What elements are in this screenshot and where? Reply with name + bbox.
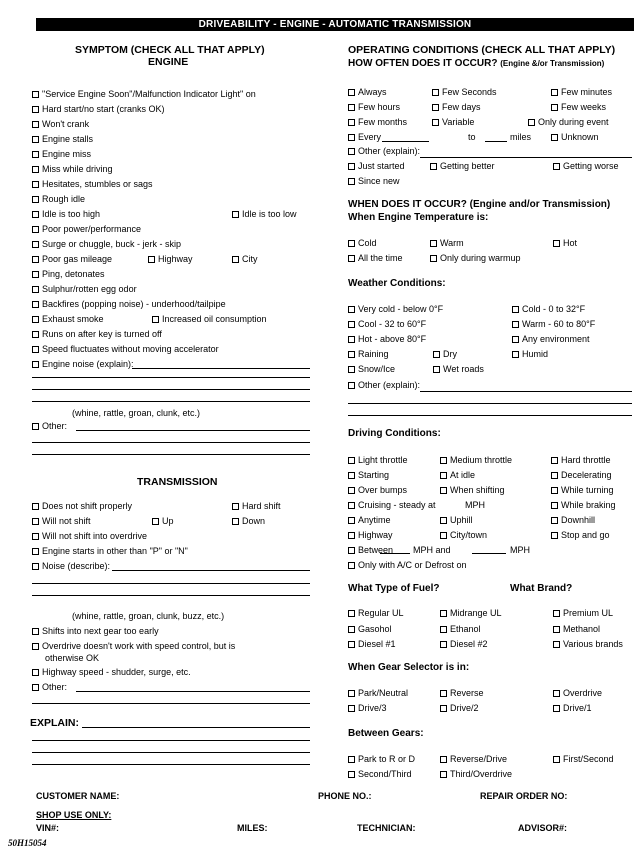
transmission-symptom-item[interactable]: Hard shift: [232, 501, 281, 512]
checkbox-square[interactable]: [440, 641, 447, 648]
engine-symptom-item[interactable]: City: [232, 254, 258, 265]
technician-label: TECHNICIAN:: [357, 823, 416, 833]
checkbox-square[interactable]: [348, 626, 355, 633]
fuel-condition-item[interactable]: Methanol: [553, 624, 600, 635]
checkbox-square[interactable]: [512, 306, 519, 313]
checkbox-square[interactable]: [32, 503, 39, 510]
weather-condition-item[interactable]: Raining: [348, 349, 389, 360]
checkbox-square[interactable]: [348, 472, 355, 479]
driving-condition-item[interactable]: Starting: [348, 470, 389, 481]
checkbox-square[interactable]: [32, 91, 39, 98]
checkbox-square[interactable]: [32, 643, 39, 650]
engine-heading: ENGINE: [148, 56, 189, 68]
gear-condition-item[interactable]: Drive/2: [440, 703, 479, 714]
transmission-heading: TRANSMISSION: [137, 476, 218, 488]
checkbox-square[interactable]: [348, 321, 355, 328]
often-condition-item[interactable]: Always: [348, 87, 387, 98]
often-condition-item[interactable]: Every: [348, 132, 381, 143]
weather-condition-item[interactable]: Very cold - below 0°F: [348, 304, 443, 315]
checkbox-square[interactable]: [348, 366, 355, 373]
checkbox-square[interactable]: [440, 771, 447, 778]
often-condition-item[interactable]: Unknown: [551, 132, 599, 143]
checkbox-square[interactable]: [528, 119, 535, 126]
often-condition-item: miles: [510, 132, 532, 142]
checkbox-square[interactable]: [32, 226, 39, 233]
checkbox-square[interactable]: [32, 121, 39, 128]
driving-condition-item[interactable]: Light throttle: [348, 455, 408, 466]
driving-condition-item[interactable]: Stop and go: [551, 530, 610, 541]
when-occur-heading: WHEN DOES IT OCCUR? (Engine and/or Transmission): [348, 199, 611, 210]
checkbox-square[interactable]: [440, 690, 447, 697]
driving-condition-item[interactable]: While braking: [551, 500, 616, 511]
checkbox-square[interactable]: [32, 669, 39, 676]
checkbox-square[interactable]: [348, 89, 355, 96]
checkbox-square[interactable]: [551, 487, 558, 494]
advisor-label: ADVISOR#:: [518, 823, 568, 833]
checkbox-square[interactable]: [553, 690, 560, 697]
often-condition-item[interactable]: Few minutes: [551, 87, 612, 98]
checkbox-square[interactable]: [430, 255, 437, 262]
driving-condition-item: MPH: [465, 500, 485, 510]
driving-condition-item[interactable]: Decelerating: [551, 470, 612, 481]
checkbox-square[interactable]: [440, 610, 447, 617]
phone-label: PHONE NO.:: [318, 791, 372, 801]
checkbox-square[interactable]: [32, 106, 39, 113]
weather-condition-item[interactable]: Any environment: [512, 334, 590, 345]
checkbox-square[interactable]: [551, 134, 558, 141]
engine-symptom-item[interactable]: Idle is too high: [32, 209, 100, 220]
operating-conditions-heading: OPERATING CONDITIONS (CHECK ALL THAT APPLY): [348, 44, 616, 56]
fuel-condition-item[interactable]: Premium UL: [553, 608, 613, 619]
fuel-condition-item[interactable]: Diesel #1: [348, 639, 396, 650]
driving-condition-item: MPH: [510, 545, 530, 555]
checkbox-square[interactable]: [32, 684, 39, 691]
transmission-symptom-item[interactable]: Other:: [32, 682, 67, 693]
often-condition-item[interactable]: Only during event: [528, 117, 609, 128]
checkbox-square[interactable]: [440, 756, 447, 763]
driving-condition-item[interactable]: Anytime: [348, 515, 391, 526]
weather-condition-item[interactable]: Snow/Ice: [348, 364, 395, 375]
often-condition-item[interactable]: Other (explain):: [348, 146, 420, 157]
checkbox-square[interactable]: [440, 532, 447, 539]
checkbox-square[interactable]: [348, 705, 355, 712]
between-condition-item[interactable]: Second/Third: [348, 769, 412, 780]
checkbox-square[interactable]: [553, 756, 560, 763]
weather-condition-item[interactable]: Hot - above 80°F: [348, 334, 426, 345]
engine-symptom-item[interactable]: Rough idle: [32, 194, 85, 205]
temp-condition-item[interactable]: All the time: [348, 253, 403, 264]
engine-symptom-item[interactable]: Surge or chuggle, buck - jerk - skip: [32, 239, 181, 250]
often-condition-item[interactable]: Getting worse: [553, 161, 619, 172]
driving-condition-item[interactable]: While turning: [551, 485, 614, 496]
driving-condition-item[interactable]: Downhill: [551, 515, 595, 526]
driving-condition-item[interactable]: Highway: [348, 530, 393, 541]
often-condition-item: to: [468, 132, 476, 142]
weather-condition-item[interactable]: Cold - 0 to 32°F: [512, 304, 585, 315]
between-condition-item[interactable]: Park to R or D: [348, 754, 415, 765]
checkbox-square[interactable]: [32, 331, 39, 338]
checkbox-square[interactable]: [440, 457, 447, 464]
checkbox-square[interactable]: [32, 301, 39, 308]
transmission-symptom-item[interactable]: Highway speed - shudder, surge, etc.: [32, 667, 191, 678]
checkbox-square[interactable]: [348, 487, 355, 494]
engine-symptom-item[interactable]: Engine noise (explain):: [32, 359, 134, 370]
weather-condition-item[interactable]: Warm - 60 to 80°F: [512, 319, 595, 330]
checkbox-square[interactable]: [232, 256, 239, 263]
often-condition-item[interactable]: Few hours: [348, 102, 400, 113]
engine-symptom-item[interactable]: Sulphur/rotten egg odor: [32, 284, 137, 295]
customer-name-label: CUSTOMER NAME:: [36, 791, 120, 801]
checkbox-square[interactable]: [512, 336, 519, 343]
engine-symptom-item[interactable]: Engine stalls: [32, 134, 93, 145]
driving-condition-item[interactable]: City/town: [440, 530, 487, 541]
engine-symptom-item[interactable]: "Service Engine Soon"/Malfunction Indicator Light" on: [32, 89, 256, 100]
engine-noise-hint: (whine, rattle, groan, clunk, etc.): [72, 408, 201, 418]
fuel-condition-item[interactable]: Gasohol: [348, 624, 392, 635]
checkbox-square[interactable]: [553, 626, 560, 633]
shop-use-label: SHOP USE ONLY:: [36, 810, 112, 820]
checkbox-square[interactable]: [32, 286, 39, 293]
checkbox-square[interactable]: [348, 690, 355, 697]
checkbox-square[interactable]: [32, 423, 39, 430]
checkbox-square[interactable]: [348, 547, 355, 554]
engine-symptom-item[interactable]: Hesitates, stumbles or sags: [32, 179, 153, 190]
transmission-symptom-item: otherwise OK: [45, 653, 100, 663]
driving-condition-item[interactable]: Only with A/C or Defrost on: [348, 560, 467, 571]
checkbox-square[interactable]: [32, 241, 39, 248]
checkbox-square[interactable]: [430, 240, 437, 247]
between-condition-item[interactable]: First/Second: [553, 754, 614, 765]
often-condition-item[interactable]: Few Seconds: [432, 87, 497, 98]
gear-condition-item[interactable]: Park/Neutral: [348, 688, 408, 699]
transmission-symptom-item[interactable]: Will not shift into overdrive: [32, 531, 147, 542]
checkbox-square[interactable]: [551, 517, 558, 524]
checkbox-square[interactable]: [232, 518, 239, 525]
checkbox-square[interactable]: [32, 346, 39, 353]
engine-symptom-item[interactable]: Poor power/performance: [32, 224, 141, 235]
checkbox-square[interactable]: [348, 756, 355, 763]
checkbox-square[interactable]: [432, 104, 439, 111]
weather-condition-item[interactable]: Wet roads: [433, 364, 484, 375]
checkbox-square[interactable]: [152, 316, 159, 323]
transmission-symptom-item[interactable]: Does not shift properly: [32, 501, 132, 512]
checkbox-square[interactable]: [551, 457, 558, 464]
engine-temp-heading: When Engine Temperature is:: [348, 212, 489, 223]
fuel-condition-item[interactable]: Regular UL: [348, 608, 404, 619]
engine-symptom-item[interactable]: Exhaust smoke: [32, 314, 104, 325]
checkbox-square[interactable]: [440, 517, 447, 524]
how-often-heading: HOW OFTEN DOES IT OCCUR? (Engine &/or Transmission): [348, 58, 605, 69]
checkbox-square[interactable]: [433, 351, 440, 358]
checkbox-square[interactable]: [348, 771, 355, 778]
often-condition-item[interactable]: Few days: [432, 102, 481, 113]
between-gears-heading: Between Gears:: [348, 728, 424, 739]
checkbox-square[interactable]: [32, 196, 39, 203]
checkbox-square[interactable]: [348, 306, 355, 313]
checkbox-square[interactable]: [232, 503, 239, 510]
checkbox-square[interactable]: [32, 628, 39, 635]
brand-heading: What Brand?: [510, 583, 573, 594]
transmission-symptom-item[interactable]: Will not shift: [32, 516, 91, 527]
driving-condition-item[interactable]: Cruising - steady at: [348, 500, 436, 511]
checkbox-square[interactable]: [348, 517, 355, 524]
transmission-symptom-item[interactable]: Overdrive doesn't work with speed control, but is: [32, 641, 235, 652]
engine-symptom-item[interactable]: Engine miss: [32, 149, 91, 160]
driving-condition-item: MPH and: [413, 545, 451, 555]
checkbox-square[interactable]: [440, 626, 447, 633]
engine-symptom-item[interactable]: Miss while driving: [32, 164, 113, 175]
often-condition-item[interactable]: Variable: [432, 117, 474, 128]
checkbox-square[interactable]: [551, 532, 558, 539]
gear-selector-heading: When Gear Selector is in:: [348, 662, 470, 673]
checkbox-square[interactable]: [32, 166, 39, 173]
checkbox-square[interactable]: [32, 151, 39, 158]
checkbox-square[interactable]: [148, 256, 155, 263]
checkbox-square[interactable]: [348, 382, 355, 389]
temp-condition-item[interactable]: Hot: [553, 238, 577, 249]
often-condition-item[interactable]: Few months: [348, 117, 407, 128]
often-condition-item[interactable]: Few weeks: [551, 102, 606, 113]
checkbox-square[interactable]: [440, 472, 447, 479]
checkbox-square[interactable]: [232, 211, 239, 218]
miles-label: MILES:: [237, 823, 268, 833]
checkbox-square[interactable]: [551, 472, 558, 479]
symptom-heading: SYMPTOM (CHECK ALL THAT APPLY): [75, 44, 265, 56]
checkbox-square[interactable]: [553, 240, 560, 247]
driving-condition-item[interactable]: When shifting: [440, 485, 505, 496]
gear-condition-item[interactable]: Overdrive: [553, 688, 602, 699]
between-condition-item[interactable]: Third/Overdrive: [440, 769, 512, 780]
driving-condition-item[interactable]: Uphill: [440, 515, 473, 526]
checkbox-square[interactable]: [348, 134, 355, 141]
checkbox-square[interactable]: [348, 178, 355, 185]
checkbox-square[interactable]: [512, 321, 519, 328]
gear-condition-item[interactable]: Reverse: [440, 688, 484, 699]
driving-condition-item[interactable]: Over bumps: [348, 485, 407, 496]
checkbox-square[interactable]: [348, 562, 355, 569]
form-code: 50H15054: [8, 838, 47, 848]
checkbox-square[interactable]: [551, 502, 558, 509]
checkbox-square[interactable]: [348, 163, 355, 170]
checkbox-square[interactable]: [432, 89, 439, 96]
checkbox-square[interactable]: [348, 351, 355, 358]
engine-symptom-item[interactable]: Speed fluctuates without moving accelerator: [32, 344, 219, 355]
checkbox-square[interactable]: [32, 518, 39, 525]
checkbox-square[interactable]: [348, 457, 355, 464]
checkbox-square[interactable]: [553, 610, 560, 617]
checkbox-square[interactable]: [348, 641, 355, 648]
checkbox-square[interactable]: [32, 136, 39, 143]
checkbox-square[interactable]: [430, 163, 437, 170]
checkbox-square[interactable]: [32, 211, 39, 218]
checkbox-square[interactable]: [348, 336, 355, 343]
checkbox-square[interactable]: [348, 255, 355, 262]
transmission-symptom-item[interactable]: Up: [152, 516, 174, 527]
transmission-symptom-item[interactable]: Down: [232, 516, 265, 527]
engine-symptom-item[interactable]: Poor gas mileage: [32, 254, 112, 265]
checkbox-square[interactable]: [348, 148, 355, 155]
often-condition-item[interactable]: Just started: [348, 161, 405, 172]
fuel-condition-item[interactable]: Various brands: [553, 639, 623, 650]
driving-condition-item[interactable]: Hard throttle: [551, 455, 611, 466]
checkbox-square[interactable]: [440, 705, 447, 712]
checkbox-square[interactable]: [553, 705, 560, 712]
temp-condition-item[interactable]: Cold: [348, 238, 377, 249]
checkbox-square[interactable]: [433, 366, 440, 373]
transmission-symptom-item[interactable]: Shifts into next gear too early: [32, 626, 159, 637]
checkbox-square[interactable]: [32, 271, 39, 278]
checkbox-square[interactable]: [348, 119, 355, 126]
weather-condition-item[interactable]: Other (explain):: [348, 380, 420, 391]
checkbox-square[interactable]: [32, 548, 39, 555]
weather-condition-item[interactable]: Cool - 32 to 60°F: [348, 319, 426, 330]
checkbox-square[interactable]: [440, 487, 447, 494]
between-condition-item[interactable]: Reverse/Drive: [440, 754, 507, 765]
checkbox-square[interactable]: [348, 532, 355, 539]
driving-heading: Driving Conditions:: [348, 428, 441, 439]
checkbox-square[interactable]: [551, 89, 558, 96]
repair-order-label: REPAIR ORDER NO:: [480, 791, 568, 801]
engine-symptom-item[interactable]: Hard start/no start (cranks OK): [32, 104, 165, 115]
fuel-condition-item[interactable]: Midrange UL: [440, 608, 502, 619]
checkbox-square[interactable]: [32, 361, 39, 368]
driving-condition-item[interactable]: At idle: [440, 470, 475, 481]
trans-noise-hint: (whine, rattle, groan, clunk, buzz, etc.): [72, 611, 225, 621]
transmission-symptom-item[interactable]: Engine starts in other than "P" or "N": [32, 546, 188, 557]
engine-symptom-item[interactable]: Highway: [148, 254, 193, 265]
fuel-condition-item[interactable]: Diesel #2: [440, 639, 488, 650]
gear-condition-item[interactable]: Drive/1: [553, 703, 592, 714]
checkbox-square[interactable]: [553, 641, 560, 648]
driving-condition-item[interactable]: Medium throttle: [440, 455, 512, 466]
checkbox-square[interactable]: [348, 104, 355, 111]
fuel-condition-item[interactable]: Ethanol: [440, 624, 481, 635]
checkbox-square[interactable]: [348, 610, 355, 617]
checkbox-square[interactable]: [32, 563, 39, 570]
form-title-banner: DRIVEABILITY - ENGINE - AUTOMATIC TRANSMISSION: [36, 18, 634, 31]
gear-condition-item[interactable]: Drive/3: [348, 703, 387, 714]
explain-label: EXPLAIN:: [30, 717, 80, 729]
checkbox-square[interactable]: [551, 104, 558, 111]
engine-other-checkbox[interactable]: Other:: [32, 421, 67, 432]
engine-symptom-item[interactable]: Increased oil consumption: [152, 314, 267, 325]
driving-condition-item[interactable]: Between: [348, 545, 393, 556]
checkbox-square[interactable]: [348, 240, 355, 247]
fuel-heading: What Type of Fuel?: [348, 583, 440, 594]
checkbox-square[interactable]: [32, 533, 39, 540]
checkbox-square[interactable]: [512, 351, 519, 358]
checkbox-square[interactable]: [32, 181, 39, 188]
weather-heading: Weather Conditions:: [348, 278, 446, 289]
engine-symptom-item[interactable]: Runs on after key is turned off: [32, 329, 162, 340]
vin-label: VIN#:: [36, 823, 60, 833]
temp-condition-item[interactable]: Only during warmup: [430, 253, 521, 264]
checkbox-square[interactable]: [553, 163, 560, 170]
checkbox-square[interactable]: [432, 119, 439, 126]
engine-symptom-item[interactable]: Idle is too low: [232, 209, 297, 220]
engine-symptom-item[interactable]: Backfires (popping noise) - underhood/tailpipe: [32, 299, 226, 310]
temp-condition-item[interactable]: Warm: [430, 238, 464, 249]
often-condition-item[interactable]: Since new: [348, 176, 400, 187]
checkbox-square[interactable]: [348, 502, 355, 509]
weather-condition-item[interactable]: Humid: [512, 349, 548, 360]
transmission-symptom-item[interactable]: Noise (describe):: [32, 561, 110, 572]
engine-symptom-item[interactable]: Ping, detonates: [32, 269, 105, 280]
checkbox-square[interactable]: [32, 256, 39, 263]
weather-condition-item[interactable]: Dry: [433, 349, 457, 360]
engine-symptom-item[interactable]: Won't crank: [32, 119, 89, 130]
checkbox-square[interactable]: [152, 518, 159, 525]
often-condition-item[interactable]: Getting better: [430, 161, 495, 172]
checkbox-square[interactable]: [32, 316, 39, 323]
